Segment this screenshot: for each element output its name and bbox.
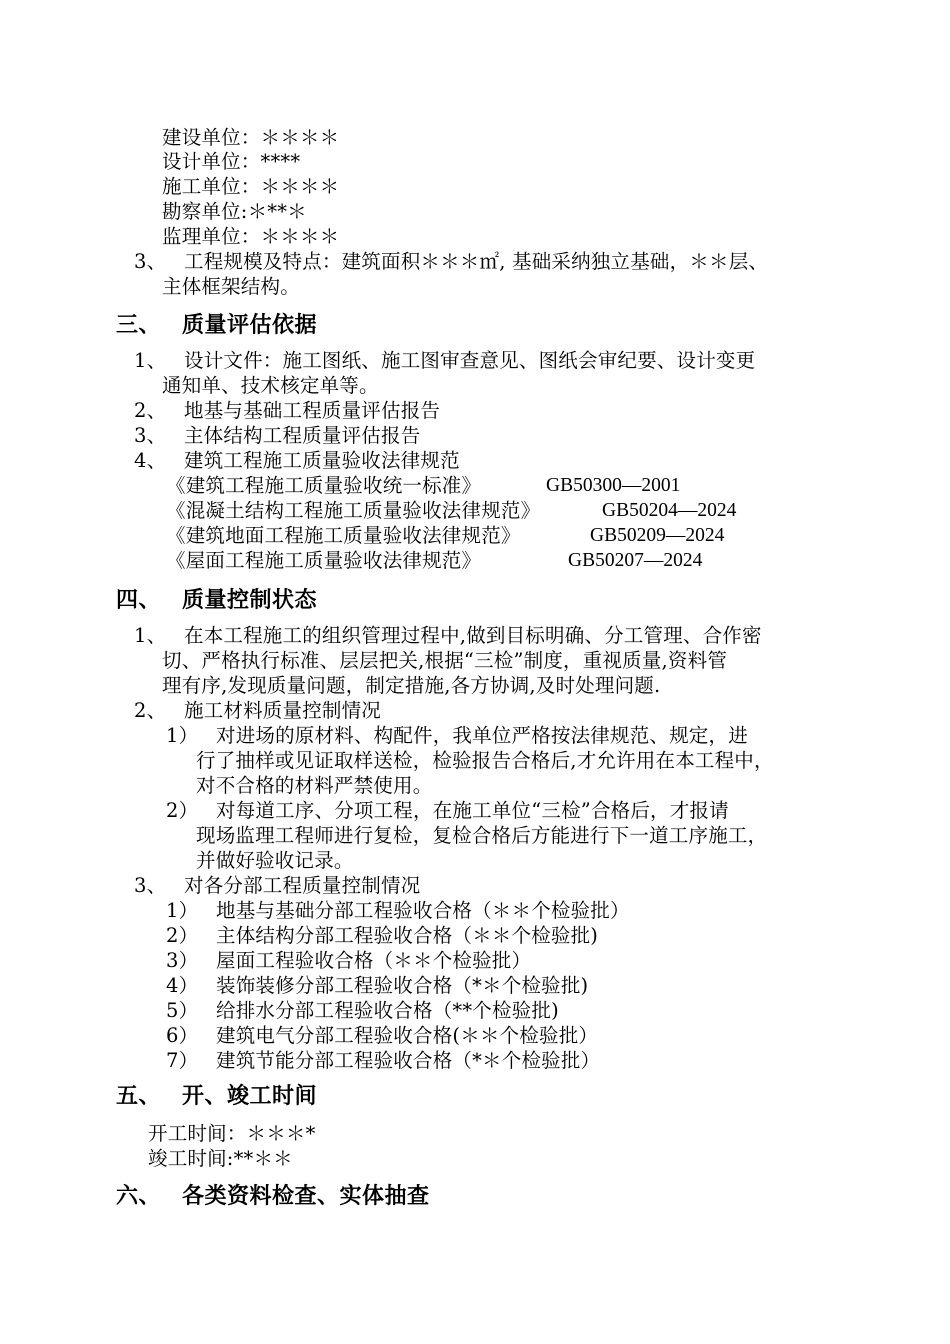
supervision-unit: 监理单位：＊＊＊＊	[162, 225, 340, 248]
division-5-number: 5）	[166, 999, 199, 1022]
section-title: 各类资料检查、实体抽查	[182, 1183, 430, 1209]
control-item-3-number: 3、	[134, 874, 167, 897]
material-sub-2-line-2: 现场监理工程师进行复检，复检合格后方能进行下一道工序施工，	[196, 824, 768, 847]
section-number: 三、	[116, 312, 162, 338]
standard-code-1: GB50300—2001	[546, 475, 681, 496]
section-title: 开、竣工时间	[182, 1083, 318, 1109]
basis-item-4: 建筑工程施工质量验收法律规范	[184, 449, 460, 472]
start-time: 开工时间：＊＊＊*	[148, 1122, 316, 1145]
division-1: 地基与基础分部工程验收合格（＊＊个检验批）	[216, 899, 630, 922]
division-1-number: 1）	[166, 899, 199, 922]
division-6-number: 6）	[166, 1024, 199, 1047]
basis-item-2: 地基与基础工程质量评估报告	[184, 399, 441, 422]
division-7-number: 7）	[166, 1049, 199, 1072]
construction-unit: 建设单位：＊＊＊＊	[162, 126, 340, 149]
control-item-2: 施工材料质量控制情况	[184, 699, 382, 722]
division-3-number: 3）	[166, 949, 199, 972]
survey-unit: 勘察单位:＊**＊	[162, 200, 307, 223]
standard-code-3: GB50209—2024	[590, 525, 725, 546]
standard-code-4: GB50207—2024	[568, 550, 703, 571]
scale-number: 3、	[134, 250, 167, 273]
section-heading-3	[116, 311, 317, 339]
division-4: 装饰装修分部工程验收合格（*＊个检验批)	[216, 974, 589, 997]
standard-name-3: 《建筑地面工程施工质量验收法律规范》	[166, 524, 521, 547]
section-heading-6	[116, 1182, 430, 1210]
basis-item-3-number: 3、	[134, 424, 167, 447]
builder-unit: 施工单位：＊＊＊＊	[162, 175, 340, 198]
division-2: 主体结构分部工程验收合格（＊＊个检验批)	[216, 924, 599, 947]
standard-name-2: 《混凝土结构工程施工质量验收法律规范》	[166, 499, 541, 522]
division-4-number: 4）	[166, 974, 199, 997]
material-sub-2-number: 2）	[166, 799, 199, 822]
control-item-1-line-1: 在本工程施工的组织管理过程中,做到目标明确、分工管理、合作密	[184, 624, 762, 647]
division-7: 建筑节能分部工程验收合格（*＊个检验批）	[216, 1049, 601, 1072]
division-5: 给排水分部工程验收合格（**个检验批)	[216, 999, 559, 1022]
control-item-1-line-3: 理有序,发现质量问题，制定措施,各方协调,及时处理问题.	[162, 674, 661, 697]
scale-line-2: 主体框架结构。	[162, 275, 300, 298]
section-heading-5	[116, 1082, 317, 1110]
basis-item-1-number: 1、	[134, 349, 167, 372]
standard-name-4: 《屋面工程施工质量验收法律规范》	[166, 549, 482, 572]
section-number: 五、	[116, 1083, 162, 1109]
division-2-number: 2）	[166, 924, 199, 947]
standard-name-1: 《建筑工程施工质量验收统一标准》	[166, 474, 482, 497]
basis-item-2-number: 2、	[134, 399, 167, 422]
material-sub-1-line-1: 对进场的原材料、构配件，我单位严格按法律规范、规定，进	[216, 724, 748, 747]
division-6: 建筑电气分部工程验收合格(＊＊个检验批）	[216, 1024, 599, 1047]
control-item-1-line-2: 切、严格执行标准、层层把关,根据“三检”制度，重视质量,资料管	[162, 649, 728, 672]
material-sub-1-line-2: 行了抽样或见证取样送检，检验报告合格后,才允许用在本工程中，	[196, 749, 774, 772]
basis-item-1-line-2: 通知单、技术核定单等。	[162, 374, 379, 397]
control-item-3: 对各分部工程质量控制情况	[184, 874, 421, 897]
section-number: 六、	[116, 1183, 162, 1209]
division-3: 屋面工程验收合格（＊＊个检验批）	[216, 949, 532, 972]
material-sub-2-line-3: 并做好验收记录。	[196, 849, 354, 872]
basis-item-4-number: 4、	[134, 449, 167, 472]
material-sub-2-line-1: 对每道工序、分项工程，在施工单位“三检”合格后，才报请	[216, 799, 729, 822]
design-unit: 设计单位：****	[162, 150, 301, 173]
section-title: 质量控制状态	[182, 587, 318, 613]
completion-time: 竣工时间:**＊＊	[148, 1147, 293, 1170]
section-heading-4	[116, 586, 317, 614]
basis-item-3: 主体结构工程质量评估报告	[184, 424, 421, 447]
standard-code-2: GB50204—2024	[602, 500, 737, 521]
basis-item-1-line-1: 设计文件：施工图纸、施工图审查意见、图纸会审纪要、设计变更	[184, 349, 756, 372]
section-number: 四、	[116, 587, 162, 613]
section-title: 质量评估依据	[182, 312, 318, 338]
control-item-1-number: 1、	[134, 624, 167, 647]
material-sub-1-line-3: 对不合格的材料严禁使用。	[196, 774, 433, 797]
control-item-2-number: 2、	[134, 699, 167, 722]
scale-line-1: 工程规模及特点：建筑面积＊＊＊㎡, 基础采纳独立基础，＊＊层、	[184, 250, 769, 273]
material-sub-1-number: 1）	[166, 724, 199, 747]
